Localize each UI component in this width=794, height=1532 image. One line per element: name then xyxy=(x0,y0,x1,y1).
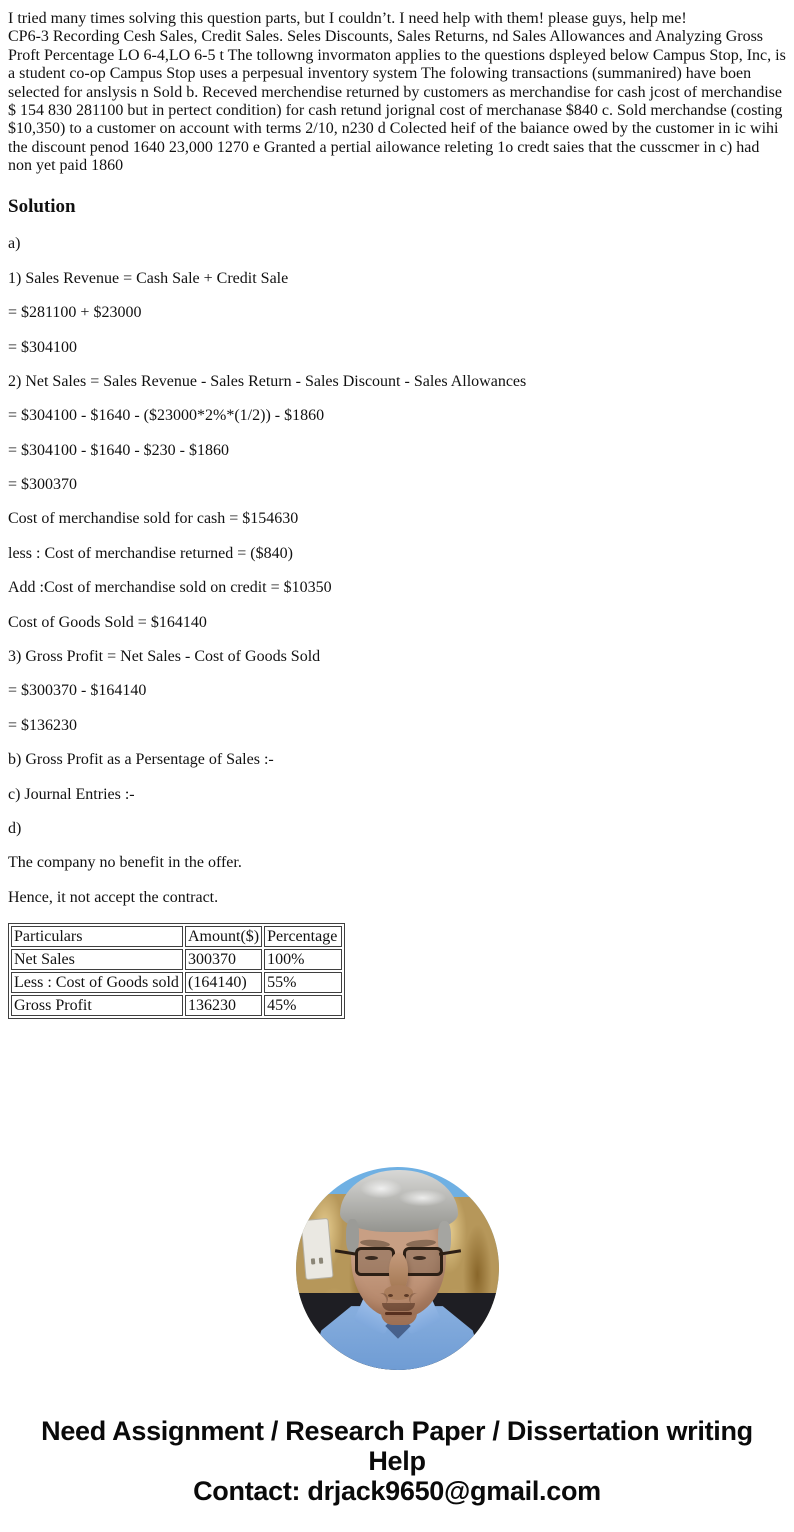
question-paragraph xyxy=(8,10,786,176)
solution-line: Hence, it not accept the contract. xyxy=(8,888,219,906)
question-body: CP6-3 Recording Cesh Sales, Credit Sales. Seles Discounts, Sales Returns, nd Sales Allowances and Analyzing Gross Proft Percentage LO 6-4,LO 6-5 t The tollowng invormaton applies to the questions dspleyed below Campus Stop, Inc, is a student co-op Campus Stop uses a perpesual inventory system The folowing transactions (summanired) have boen selected for anslysis n Sold b. Receved merchendise returned by customers as merchandise for cash jcost of merchandise $ 154 830 281100 but in pertect condition) for cash retund jorignal cost of merchanase $840 c. Sold merchandse (costing $10,350) to a customer on account with terms 2/10, n230 d Colected heif of the baiance owed by the customer in ic wihi the discount penod 1640 23,000 1270 e Granted a pertial ailowance releting 1o credt saies that the cusscmer in c) had non yet paid 1860 xyxy=(8,28,786,175)
solution-line: 1) Sales Revenue = Cash Sale + Credit Sale xyxy=(8,269,289,287)
photo-mouth xyxy=(385,1312,412,1315)
table-cell: 300370 xyxy=(185,949,262,970)
solution-line: = $136230 xyxy=(8,716,78,734)
table-cell: 136230 xyxy=(185,995,262,1016)
solution-line: The company no benefit in the offer. xyxy=(8,854,242,872)
question-intro: I tried many times solving this question parts, but I couldn’t. I need help with them! please guys, help me! xyxy=(8,10,687,27)
table-cell: Net Sales xyxy=(11,949,183,970)
solution-line: 3) Gross Profit = Net Sales - Cost of Goods Sold xyxy=(8,648,321,666)
gross-profit-table xyxy=(8,923,345,1019)
table-cell: (164140) xyxy=(185,972,262,993)
solution-line: Add :Cost of merchandise sold on credit = $10350 xyxy=(8,579,332,597)
table-cell: 55% xyxy=(264,972,342,993)
table-cell: 100% xyxy=(264,949,342,970)
photo-switch-panel xyxy=(300,1218,333,1280)
table-header-particulars: Particulars xyxy=(11,926,183,947)
table-cell: Less : Cost of Goods sold xyxy=(11,972,183,993)
footer-contact-email: Contact: drjack9650@gmail.com xyxy=(193,1476,601,1507)
profile-photo xyxy=(296,1167,499,1370)
footer-help-text: Need Assignment / Research Paper / Dissertation writing Help xyxy=(41,1416,753,1477)
solution-line: a) xyxy=(8,235,21,253)
solution-heading: Solution xyxy=(8,195,76,217)
table-header-row xyxy=(11,926,342,947)
table-header-percentage: Percentage xyxy=(264,926,342,947)
solution-line: = $300370 - $164140 xyxy=(8,682,147,700)
photo-nostril xyxy=(404,1294,409,1297)
solution-line: = $304100 xyxy=(8,338,78,356)
table-header-amount: Amount($) xyxy=(185,926,262,947)
solution-line: = $300370 xyxy=(8,476,78,494)
solution-line: less : Cost of merchandise returned = ($840) xyxy=(8,544,293,562)
footer-banner xyxy=(8,1416,786,1506)
solution-line: Cost of Goods Sold = $164140 xyxy=(8,613,207,631)
solution-line: = $304100 - $1640 - ($23000*2%*(1/2)) - $1860 xyxy=(8,407,325,425)
table-row xyxy=(11,972,342,993)
solution-line: c) Journal Entries :- xyxy=(8,785,135,803)
table-cell: 45% xyxy=(264,995,342,1016)
solution-line: b) Gross Profit as a Persentage of Sales :- xyxy=(8,751,274,769)
solution-line: Cost of merchandise sold for cash = $154630 xyxy=(8,510,299,528)
table-row xyxy=(11,995,342,1016)
photo-mustache xyxy=(382,1303,415,1311)
solution-line: = $304100 - $1640 - $230 - $1860 xyxy=(8,441,230,459)
photo-nostril xyxy=(388,1294,393,1297)
solution-line: d) xyxy=(8,820,22,837)
photo-glasses-lens xyxy=(403,1247,443,1276)
solution-line: 2) Net Sales = Sales Revenue - Sales Return - Sales Discount - Sales Allowances xyxy=(8,372,527,390)
table-row xyxy=(11,949,342,970)
table-cell: Gross Profit xyxy=(11,995,183,1016)
solution-line: = $281100 + $23000 xyxy=(8,304,142,322)
